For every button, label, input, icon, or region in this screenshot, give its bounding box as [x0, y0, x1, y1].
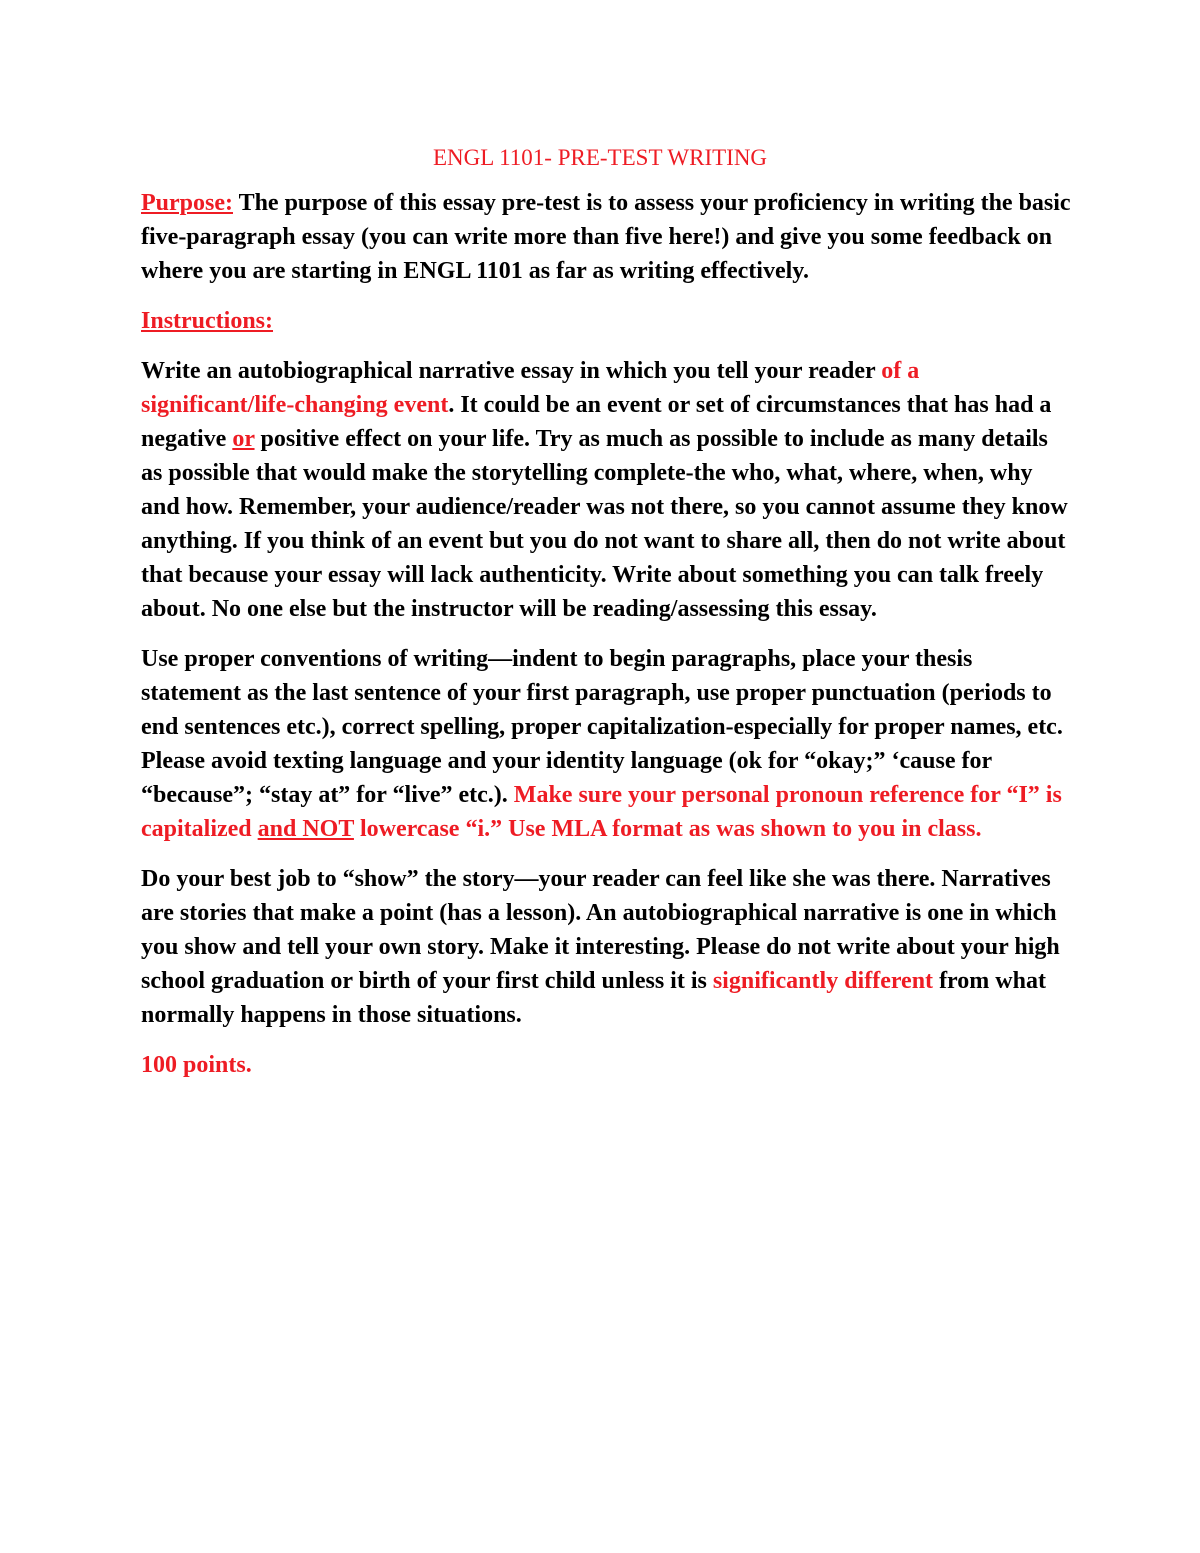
p1-emphasis-or: or	[232, 426, 255, 452]
p3-text-b: from what normally happens in those situations.	[141, 968, 1046, 1028]
points-value: 100 points.	[141, 1052, 252, 1078]
document-body	[141, 186, 1071, 1098]
p2-emphasis-mla: lowercase “i.” Use MLA format as was shown to you in class.	[353, 816, 982, 842]
p1-text-c: positive effect on your life. Try as much as possible to include as many details as possible that would make the storytelling complete-the who, what, where, when, why and how. Remember, your audience/reader was not there, so you cannot assume they know anything. If you think of an event but you do not want to share all, then do not write about that because your essay will lack authenticity. Write about something you can talk freely about. No one else but the instructor will be reading/assessing this essay.	[141, 426, 1068, 622]
p2-emphasis-pronoun: Make sure your personal pronoun reference for “I” is capitalized	[141, 782, 1062, 842]
p1-text-b: . It could be an event or set of circumstances that has had a negative	[141, 392, 1052, 452]
p3-text-a: Do your best job to “show” the story—your reader can feel like she was there. Narratives are stories that make a point (has a lesson). An autobiographical narrative is one in which you show and tell your own story. Make it interesting. Please do not write about your high school graduation or birth of your first child unless it is	[141, 866, 1060, 994]
instructions-paragraph-3	[141, 862, 1071, 1032]
points-line	[141, 1048, 1071, 1082]
p3-emphasis-different: significantly different	[712, 968, 934, 994]
p2-text-a: Use proper conventions of writing—indent to begin paragraphs, place your thesis statement as the last sentence of your first paragraph, use proper punctuation (periods to end sentences etc.), correct spelling, proper capitalization-especially for proper names, etc. Please avoid texting language and your identity language (ok for “okay;” ‘cause for “because”; “stay at” for “live” etc.).	[141, 646, 1063, 808]
document-title: ENGL 1101- PRE-TEST WRITING	[432, 145, 768, 170]
instructions-heading	[141, 304, 1071, 338]
purpose-text: The purpose of this essay pre-test is to assess your proficiency in writing the basic five-paragraph essay (you can write more than five here!) and give you some feedback on where you are starting in ENGL 1101 as far as writing effectively.	[141, 190, 1071, 284]
purpose-label: Purpose:	[141, 190, 233, 216]
instructions-paragraph-2	[141, 642, 1071, 846]
p1-text-a: Write an autobiographical narrative essay in which you tell your reader	[141, 358, 882, 384]
p1-emphasis-event: of a significant/life-changing event	[141, 358, 920, 418]
p2-emphasis-and-not: and NOT	[257, 816, 354, 842]
instructions-label: Instructions:	[141, 308, 274, 334]
purpose-paragraph	[141, 186, 1071, 288]
instructions-paragraph-1	[141, 354, 1071, 626]
